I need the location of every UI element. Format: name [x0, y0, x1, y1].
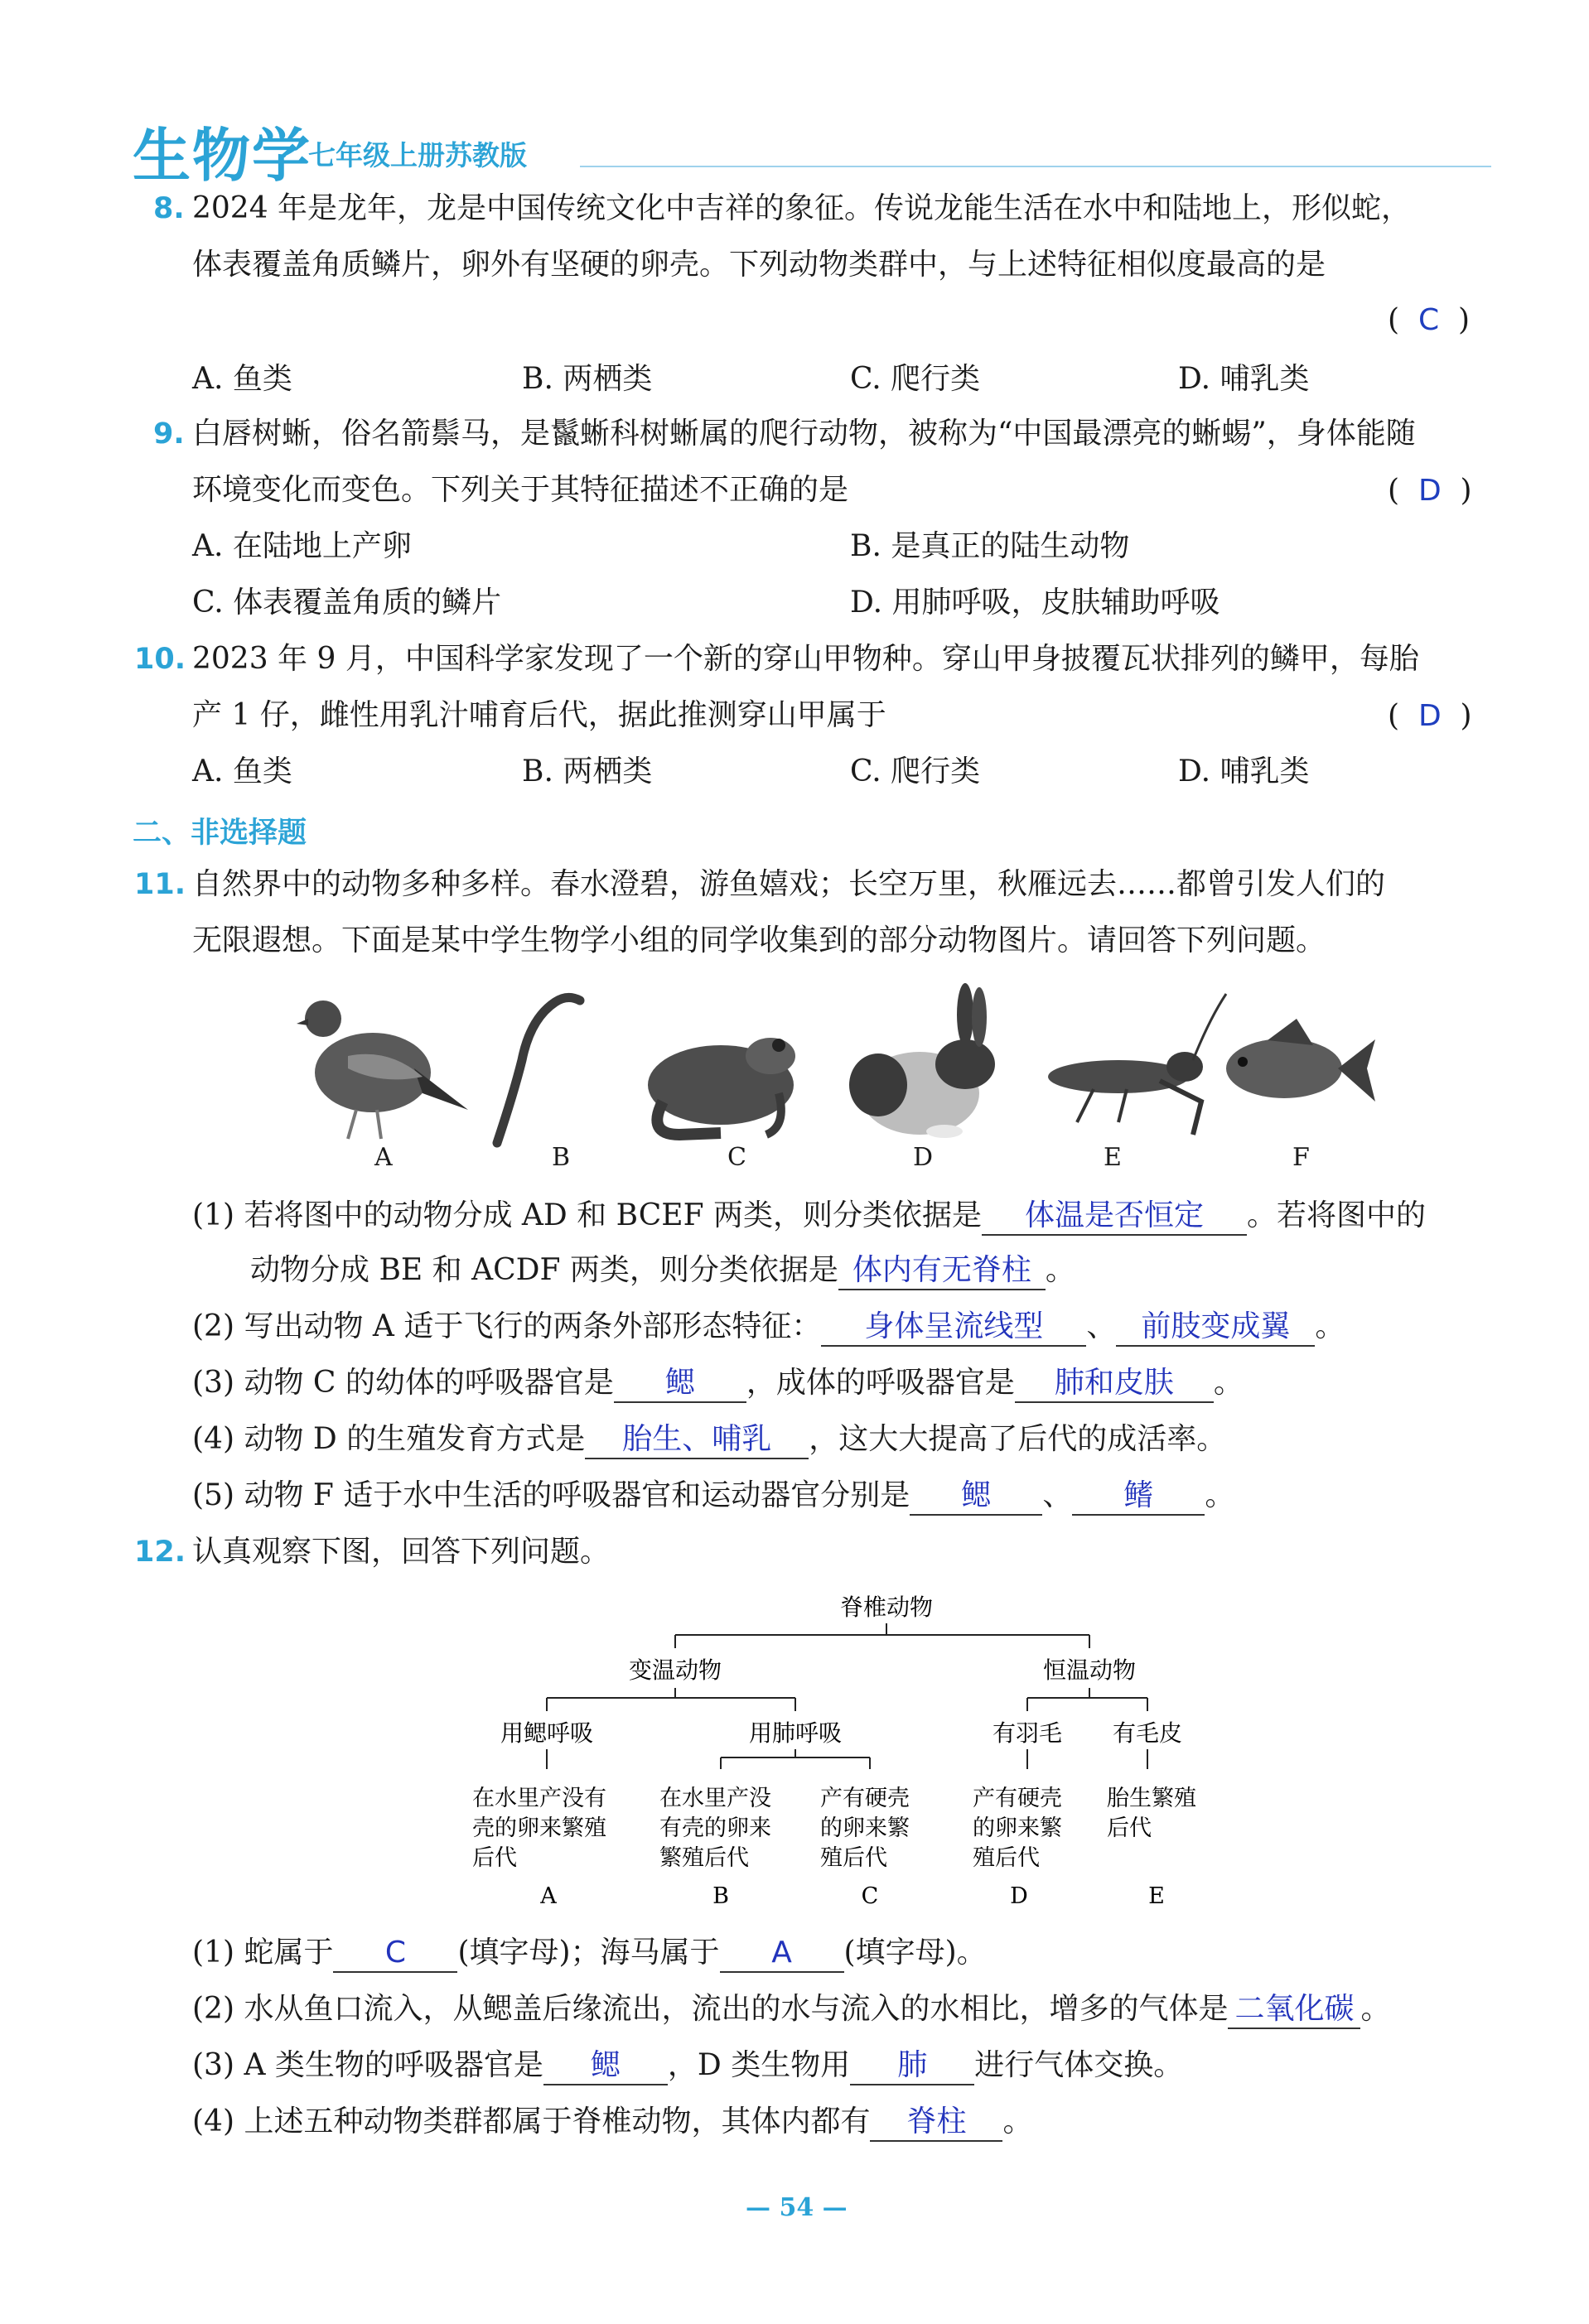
tree-gill-breathing: 用鳃呼吸	[500, 1719, 594, 1747]
q8-line2: 体表覆盖角质鳞片，卵外有坚硬的卵壳。下列动物类群中，与上述特征相似度最高的是	[192, 248, 1326, 282]
q12-part2-answer: 二氧化碳	[1228, 1991, 1360, 2029]
q11-part5-end: 。	[1205, 1478, 1235, 1512]
q12-part1	[192, 1935, 987, 1973]
q8-answer: C	[1418, 303, 1440, 337]
q8-line1: 2024 年是龙年，龙是中国传统文化中吉祥的象征。传说龙能生活在水中和陆地上，形似蛇，	[192, 191, 1412, 225]
q10-option-c: C. 爬行类	[850, 755, 981, 788]
tree-letter-a: A	[540, 1883, 557, 1909]
book-logo: 生物学	[133, 122, 312, 190]
q12-part4-answer: 脊柱	[870, 2104, 1002, 2142]
tree-fur: 有毛皮	[1112, 1719, 1183, 1747]
q12-number: 12.	[134, 1536, 186, 1569]
tree-letter-e: E	[1148, 1883, 1165, 1909]
q11-part1b-answer: 体内有无脊柱	[838, 1252, 1046, 1290]
q11-part1b-end: 。	[1045, 1253, 1075, 1287]
q9-number: 9.	[153, 417, 185, 451]
q12-part3	[192, 2047, 1183, 2085]
animal-label-f: F	[1292, 1143, 1310, 1172]
animal-label-e: E	[1104, 1143, 1122, 1172]
tree-leaf-e-line1: 胎生繁殖	[1107, 1786, 1196, 1811]
q12-part2	[192, 1991, 1390, 2029]
rabbit-image	[849, 983, 995, 1138]
q10-option-b: B. 两栖类	[522, 755, 653, 788]
q11-part5-text: (5) 动物 F 适于水中生活的呼吸器官和运动器官分别是	[192, 1478, 910, 1512]
q12-part2-text: (2) 水从鱼口流入，从鳃盖后缘流出，流出的水与流入的水相比，增多的气体是	[192, 1992, 1229, 2026]
q12-part1-answer2: A	[720, 1935, 844, 1973]
tree-leaf-a-line3: 后代	[472, 1845, 517, 1871]
animal-figures	[290, 969, 1392, 1168]
q8-option-a: A. 鱼类	[192, 362, 292, 396]
q12-part1-text: (1) 蛇属于	[192, 1936, 334, 1970]
q8-option-d: D. 哺乳类	[1178, 362, 1310, 396]
q12-part4-text: (4) 上述五种动物类群都属于脊椎动物，其体内都有	[192, 2105, 871, 2138]
q11-part3-end: 。	[1213, 1366, 1244, 1400]
q9-line2: 环境变化而变色。下列关于其特征描述不正确的是	[192, 473, 849, 507]
q9-answer-paren: ( D )	[1388, 474, 1472, 508]
q11-part2-answer1: 身体呈流线型	[821, 1309, 1086, 1347]
grasshopper-image	[1048, 994, 1226, 1135]
q10-number: 10.	[134, 643, 186, 676]
q9-answer: D	[1418, 474, 1442, 508]
tree-cold-blooded: 变温动物	[628, 1656, 722, 1684]
q11-part5-sep: 、	[1042, 1478, 1073, 1512]
q11-part3-text: (3) 动物 C 的幼体的呼吸器官是	[192, 1366, 614, 1400]
q8-number: 8.	[153, 192, 185, 225]
tree-leaf-a-line2: 壳的卵来繁殖	[472, 1815, 606, 1841]
q9-option-b: B. 是真正的陆生动物	[850, 529, 1130, 563]
animal-label-b: B	[552, 1143, 571, 1172]
q8-option-b: B. 两栖类	[522, 362, 653, 396]
book-subtitle: 七年级上册苏教版	[308, 139, 527, 171]
q11-part5-answer1: 鳃	[910, 1478, 1042, 1516]
q9-option-a: A. 在陆地上产卵	[192, 529, 412, 563]
q12-part2-end: 。	[1360, 1992, 1391, 2026]
animal-label-a: A	[374, 1143, 393, 1172]
q12-part3-answer2: 肺	[850, 2047, 974, 2085]
tree-letter-d: D	[1010, 1883, 1028, 1909]
tree-leaf-b-line3: 繁殖后代	[659, 1845, 749, 1871]
frog-image	[648, 1038, 795, 1135]
q12-part4-end: 。	[1002, 2105, 1033, 2138]
tree-letter-c: C	[861, 1883, 879, 1909]
q11-part3-mid: ，成体的呼吸器官是	[746, 1366, 1015, 1400]
earthworm-image	[497, 997, 580, 1143]
tree-warm-blooded: 恒温动物	[1042, 1656, 1137, 1684]
q10-answer: D	[1418, 699, 1442, 733]
q12-part3-text: (3) A 类生物的呼吸器官是	[192, 2048, 543, 2082]
q9-line1: 白唇树蜥，俗名箭鬃马，是鬣蜥科树蜥属的爬行动物，被称为“中国最漂亮的蜥蜴”，身体能随	[192, 417, 1416, 451]
q11-part1b-text: 动物分成 BE 和 ACDF 两类，则分类依据是	[250, 1253, 838, 1287]
q11-part2-answer2: 前肢变成翼	[1116, 1309, 1315, 1347]
q12-line1: 认真观察下图，回答下列问题。	[192, 1535, 611, 1569]
tree-leaf-c-line2: 的卵来繁	[820, 1815, 910, 1841]
animal-label-c: C	[727, 1143, 746, 1172]
q12-part4	[192, 2104, 1032, 2142]
page-number: — 54 —	[746, 2193, 848, 2222]
fish-image	[1226, 1019, 1375, 1102]
tree-leaf-d-line3: 殖后代	[973, 1845, 1040, 1871]
q8-option-c: C. 爬行类	[850, 362, 981, 396]
q12-part3-mid: ，D 类生物用	[667, 2048, 851, 2082]
tree-feathers: 有羽毛	[992, 1719, 1063, 1747]
q11-part5-answer2: 鳍	[1072, 1478, 1205, 1516]
q12-part1-mid: (填字母)；海马属于	[457, 1936, 720, 1970]
q11-part2-end: 。	[1315, 1309, 1345, 1343]
q11-part4-end: ，这大大提高了后代的成活率。	[809, 1422, 1227, 1456]
q12-part1-answer1: C	[333, 1935, 457, 1973]
tree-leaf-c-line3: 殖后代	[820, 1845, 887, 1871]
pigeon-image	[297, 1000, 468, 1139]
q10-line1: 2023 年 9 月，中国科学家发现了一个新的穿山甲物种。穿山甲身披覆瓦状排列的鳞甲，每胎	[192, 642, 1419, 676]
q11-part4	[192, 1421, 1226, 1459]
tree-leaf-e-line2: 后代	[1107, 1815, 1152, 1841]
q11-line1: 自然界中的动物多种多样。春水澄碧，游鱼嬉戏；长空万里，秋雁远去……都曾引发人们的	[192, 867, 1386, 901]
q11-part1a-end: 。若将图中的	[1247, 1198, 1427, 1232]
q11-part3	[192, 1365, 1244, 1403]
q12-part1-end: (填字母)。	[843, 1936, 987, 1970]
animal-label-d: D	[913, 1143, 934, 1172]
tree-leaf-d-line2: 的卵来繁	[973, 1815, 1062, 1841]
q11-part1a	[192, 1198, 1426, 1236]
header-rule	[580, 166, 1491, 167]
section-heading: 二、非选择题	[133, 817, 307, 850]
tree-leaf-d-line1: 产有硬壳	[973, 1786, 1062, 1811]
q10-option-d: D. 哺乳类	[1178, 755, 1310, 788]
q11-part5	[192, 1478, 1234, 1516]
tree-leaf-b-line2: 有壳的卵来	[659, 1815, 771, 1841]
q10-option-a: A. 鱼类	[192, 755, 292, 788]
q11-part2	[192, 1309, 1345, 1347]
q12-part3-answer1: 鳃	[543, 2047, 668, 2085]
q11-line2: 无限遐想。下面是某中学生物学小组的同学收集到的部分动物图片。请回答下列问题。	[192, 923, 1326, 957]
tree-leaf-c-line1: 产有硬壳	[820, 1786, 910, 1811]
q11-part3-answer1: 鳃	[614, 1365, 746, 1403]
q9-option-d: D. 用肺呼吸，皮肤辅助呼吸	[850, 586, 1220, 620]
q11-part2-text: (2) 写出动物 A 适于飞行的两条外部形态特征：	[192, 1309, 822, 1343]
tree-leaf-a-line1: 在水里产没有	[472, 1786, 606, 1811]
q11-part1a-text: (1) 若将图中的动物分成 AD 和 BCEF 两类，则分类依据是	[192, 1198, 982, 1232]
q11-part4-text: (4) 动物 D 的生殖发育方式是	[192, 1422, 586, 1456]
tree-lung-breathing: 用肺呼吸	[748, 1719, 843, 1747]
q9-option-c: C. 体表覆盖角质的鳞片	[192, 586, 502, 620]
q11-part1a-answer: 体温是否恒定	[982, 1198, 1247, 1236]
tree-leaf-b-line1: 在水里产没	[659, 1786, 771, 1811]
q10-answer-paren: ( D )	[1388, 699, 1472, 733]
tree-letter-b: B	[712, 1883, 729, 1909]
q8-answer-paren: ( C )	[1388, 303, 1471, 337]
q11-part3-answer2: 肺和皮肤	[1015, 1365, 1214, 1403]
q11-part4-answer: 胎生、哺乳	[585, 1421, 809, 1459]
classification-tree	[447, 1574, 1243, 1921]
q11-number: 11.	[134, 868, 186, 901]
q10-line2: 产 1 仔，雌性用乳汁哺育后代，据此推测穿山甲属于	[192, 698, 886, 732]
q11-part1b	[250, 1252, 1075, 1290]
q11-part2-sep: 、	[1086, 1309, 1117, 1343]
tree-root: 脊椎动物	[839, 1594, 934, 1621]
q12-part3-end: 进行气体交换。	[974, 2048, 1184, 2082]
